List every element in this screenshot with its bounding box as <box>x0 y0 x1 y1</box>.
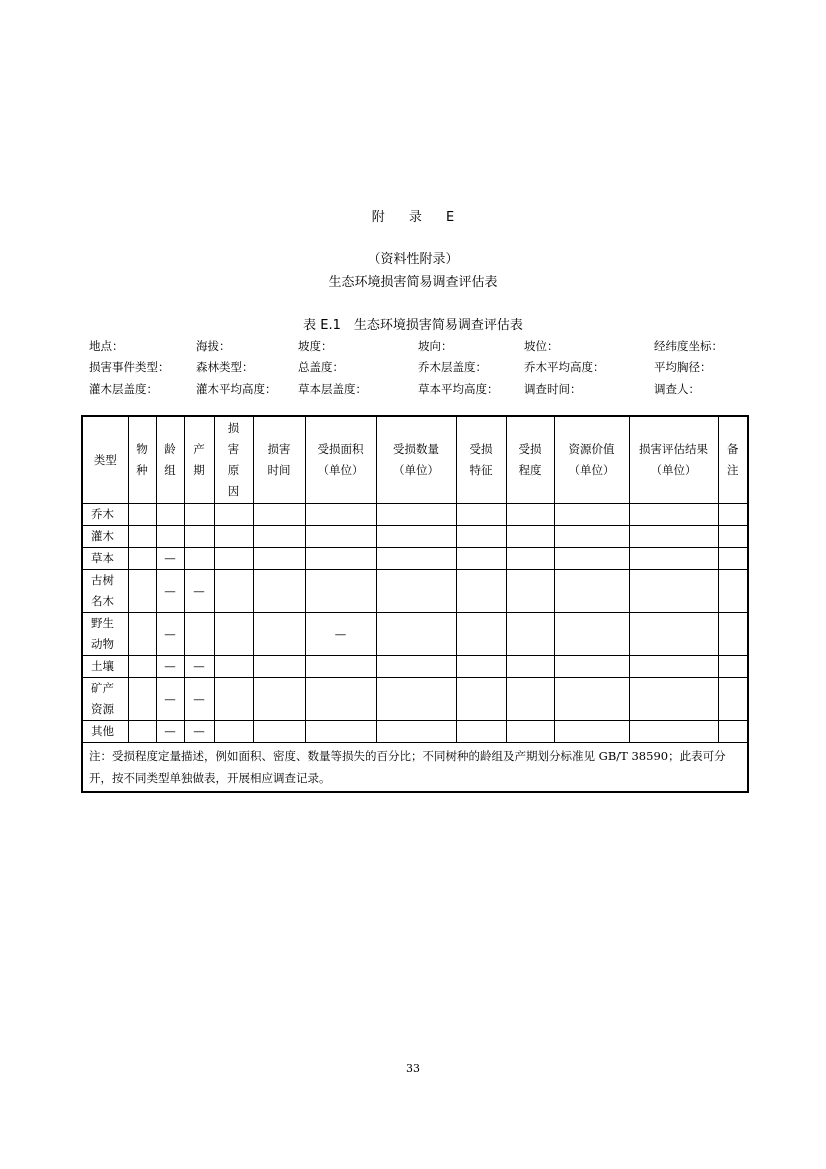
table-cell <box>718 678 748 721</box>
row-type-label: 草本 <box>82 548 128 570</box>
table-cell <box>253 656 305 678</box>
table-cell <box>376 526 456 548</box>
table-cell: — <box>184 721 214 743</box>
table-cell <box>376 548 456 570</box>
col-header-damage-degree: 受损程度 <box>506 416 554 504</box>
table-cell <box>376 721 456 743</box>
table-body <box>82 504 748 743</box>
row-type-label: 土壤 <box>82 656 128 678</box>
field-herb-layer-cover: 草本层盖度： <box>298 382 367 396</box>
table-cell <box>184 526 214 548</box>
table-cell <box>128 504 156 526</box>
table-cell <box>506 613 554 656</box>
field-location: 地点： <box>89 339 124 353</box>
field-avg-dbh: 平均胸径： <box>654 360 712 374</box>
table-note-row <box>82 743 748 793</box>
table-cell <box>376 613 456 656</box>
table-cell <box>305 656 376 678</box>
table-cell <box>554 504 629 526</box>
col-header-damage-time: 损害时间 <box>253 416 305 504</box>
table-cell <box>456 526 506 548</box>
table-cell <box>305 570 376 613</box>
field-shrub-layer-cover: 灌木层盖度： <box>89 382 158 396</box>
field-aspect: 坡向： <box>418 339 453 353</box>
table-cell <box>456 504 506 526</box>
table-row <box>82 656 748 678</box>
table-cell <box>456 656 506 678</box>
table-cell <box>214 570 253 613</box>
table-cell <box>214 504 253 526</box>
table-cell <box>554 678 629 721</box>
col-header-damaged-area: 受损面积（单位） <box>305 416 376 504</box>
table-note: 注：受损程度定量描述，例如面积、密度、数量等损失的百分比；不同树种的龄组及产期划分标准见 GB/T 38590；此表可分开，按不同类型单独做表，开展相应调查记录。 <box>82 743 748 793</box>
table-cell: — <box>156 570 184 613</box>
table-cell <box>214 656 253 678</box>
col-header-damaged-quantity: 受损数量（单位） <box>376 416 456 504</box>
row-type-label: 古树名木 <box>82 570 128 613</box>
table-cell <box>253 570 305 613</box>
field-event-type: 损害事件类型： <box>89 360 170 374</box>
table-cell: — <box>184 656 214 678</box>
table-cell <box>629 570 718 613</box>
field-forest-type: 森林类型： <box>196 360 254 374</box>
table-cell <box>506 570 554 613</box>
table-cell <box>184 613 214 656</box>
row-type-label: 野生动物 <box>82 613 128 656</box>
table-cell <box>128 678 156 721</box>
table-cell <box>305 548 376 570</box>
col-header-assessment-result: 损害评估结果（单位） <box>629 416 718 504</box>
table-cell <box>253 613 305 656</box>
table-row <box>82 721 748 743</box>
table-cell <box>629 613 718 656</box>
appendix-title: 生态环境损害简易调查评估表 <box>328 275 498 290</box>
table-cell <box>456 570 506 613</box>
table-cell <box>506 656 554 678</box>
table-cell <box>253 504 305 526</box>
table-cell <box>128 526 156 548</box>
table-cell <box>456 613 506 656</box>
table-cell <box>506 548 554 570</box>
table-cell <box>629 548 718 570</box>
col-header-species: 物种 <box>128 416 156 504</box>
table-cell: — <box>184 570 214 613</box>
row-type-label: 矿产资源 <box>82 678 128 721</box>
table-cell <box>128 656 156 678</box>
field-herb-avg-height: 草本平均高度： <box>418 382 499 396</box>
field-survey-time: 调查时间： <box>524 382 582 396</box>
table-cell <box>184 504 214 526</box>
table-cell <box>128 548 156 570</box>
appendix-nature: （资料性附录） <box>367 252 459 267</box>
table-cell <box>718 570 748 613</box>
col-header-remarks: 备注 <box>718 416 748 504</box>
table-cell <box>376 504 456 526</box>
table-row <box>82 526 748 548</box>
table-cell <box>718 504 748 526</box>
table-cell: — <box>156 613 184 656</box>
table-cell <box>214 526 253 548</box>
field-surveyor: 调查人： <box>654 382 700 396</box>
table-cell <box>554 656 629 678</box>
table-cell <box>718 613 748 656</box>
table-cell <box>554 570 629 613</box>
field-altitude: 海拔： <box>196 339 231 353</box>
table-cell: — <box>156 678 184 721</box>
table-cell <box>253 526 305 548</box>
table-cell <box>214 613 253 656</box>
table-row <box>82 504 748 526</box>
table-cell <box>305 721 376 743</box>
table-cell <box>629 656 718 678</box>
table-cell <box>629 678 718 721</box>
col-header-age-class: 龄组 <box>156 416 184 504</box>
table-cell <box>253 548 305 570</box>
page-number: 33 <box>406 1062 420 1075</box>
table-cell <box>128 613 156 656</box>
table-cell <box>253 678 305 721</box>
table-header-row <box>82 416 748 504</box>
table-cell <box>554 613 629 656</box>
field-tree-avg-height: 乔木平均高度： <box>524 360 605 374</box>
table-cell <box>305 526 376 548</box>
table-cell <box>305 504 376 526</box>
table-row <box>82 613 748 656</box>
table-cell <box>156 504 184 526</box>
table-cell <box>718 656 748 678</box>
table-cell <box>718 548 748 570</box>
table-cell <box>184 548 214 570</box>
table-cell <box>214 548 253 570</box>
table-cell <box>253 721 305 743</box>
table-cell: — <box>184 678 214 721</box>
field-tree-layer-cover: 乔木层盖度： <box>418 360 487 374</box>
table-cell <box>629 504 718 526</box>
table-cell <box>376 570 456 613</box>
table-cell <box>214 678 253 721</box>
table-cell <box>376 656 456 678</box>
table-cell <box>456 548 506 570</box>
table-cell <box>506 526 554 548</box>
table-cell <box>376 678 456 721</box>
field-slope-position: 坡位： <box>524 339 559 353</box>
table-cell <box>554 721 629 743</box>
table-cell <box>718 721 748 743</box>
col-header-damage-cause: 损害原因 <box>214 416 253 504</box>
row-type-label: 灌木 <box>82 526 128 548</box>
field-shrub-avg-height: 灌木平均高度： <box>196 382 277 396</box>
table-row <box>82 570 748 613</box>
col-header-resource-value: 资源价值（单位） <box>554 416 629 504</box>
table-cell <box>629 721 718 743</box>
field-coordinates: 经纬度坐标： <box>654 339 723 353</box>
table-cell <box>554 526 629 548</box>
table-cell <box>506 678 554 721</box>
col-header-damage-features: 受损特征 <box>456 416 506 504</box>
table-cell <box>456 678 506 721</box>
appendix-label: 附 录 E <box>371 210 465 225</box>
row-type-label: 其他 <box>82 721 128 743</box>
field-slope: 坡度： <box>298 339 333 353</box>
table-cell <box>629 526 718 548</box>
table-cell <box>128 721 156 743</box>
table-cell <box>214 721 253 743</box>
col-header-type: 类型 <box>82 416 128 504</box>
field-total-cover: 总盖度： <box>298 360 344 374</box>
table-cell <box>156 526 184 548</box>
col-header-production-period: 产期 <box>184 416 214 504</box>
table-cell: — <box>156 656 184 678</box>
table-cell <box>305 678 376 721</box>
table-row <box>82 548 748 570</box>
table-caption: 表 E.1 生态环境损害简易调查评估表 <box>303 318 523 333</box>
table-cell: — <box>156 721 184 743</box>
table-cell <box>506 504 554 526</box>
table-row <box>82 678 748 721</box>
row-type-label: 乔木 <box>82 504 128 526</box>
table-cell <box>128 570 156 613</box>
damage-assessment-table <box>81 415 749 793</box>
table-cell <box>506 721 554 743</box>
table-cell: — <box>305 613 376 656</box>
table-cell: — <box>156 548 184 570</box>
table-cell <box>718 526 748 548</box>
table-cell <box>554 548 629 570</box>
table-cell <box>456 721 506 743</box>
